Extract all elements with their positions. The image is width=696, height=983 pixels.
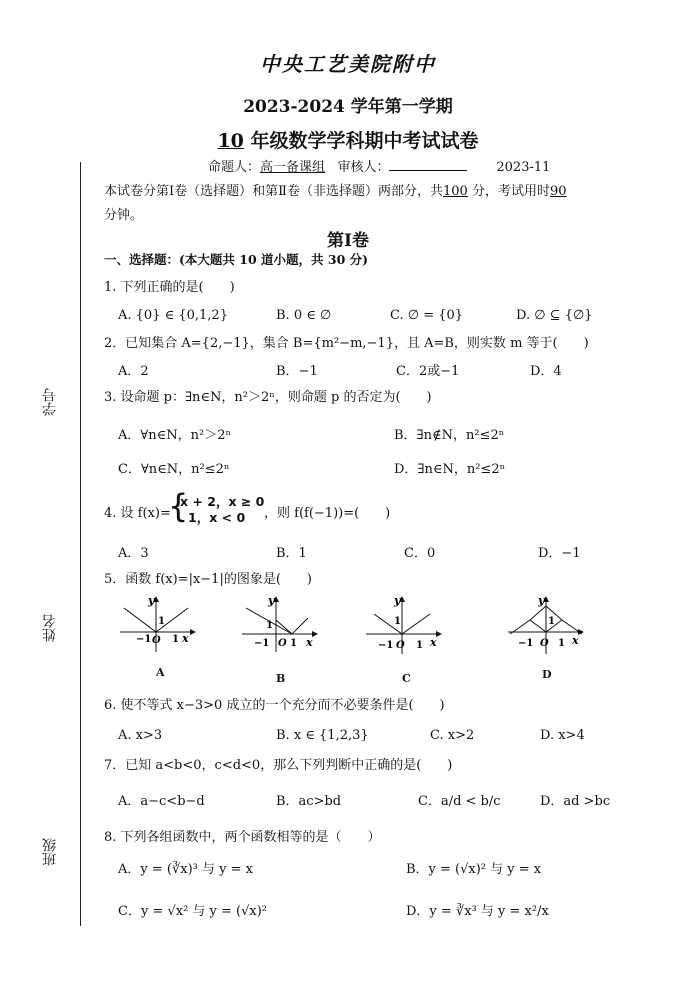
graph-a-1: 1 — [158, 616, 165, 627]
graph-b-1: 1 — [266, 620, 273, 631]
exam-title — [0, 126, 696, 153]
q1-stem: 1. 下列正确的是( ) — [104, 280, 235, 295]
setter-label: 命题人： — [208, 160, 261, 175]
graph-c — [364, 594, 444, 656]
graph-b-o: O — [278, 638, 287, 649]
q6-stem: 6. 使不等式 x−3>0 成立的一个充分而不必要条件是( ) — [104, 698, 445, 713]
name-label: 姓名 — [42, 614, 58, 642]
q8-option-c: C．y = √x² 与 y = (√x)² — [118, 904, 268, 919]
q3-option-a: A．∀n∈N，n²＞2ⁿ — [118, 428, 232, 443]
q2-option-a: A．2 — [118, 364, 149, 379]
graph-d — [506, 594, 586, 656]
q4-stem-b: ，则 f(f(−1))=( ) — [264, 506, 391, 521]
q2-option-c: C．2或−1 — [396, 364, 460, 379]
q3-stem: 3. 设命题 p：∃n∈N，n²＞2ⁿ，则命题 p 的否定为( ) — [104, 390, 432, 405]
q8-stem: 8. 下列各组函数中，两个函数相等的是（ ） — [104, 830, 381, 845]
graph-d-label: D — [542, 668, 552, 681]
section-title: 第Ⅰ卷 — [327, 231, 369, 251]
q3-option-b: B．∃n∉N，n²≤2ⁿ — [394, 428, 505, 443]
q1-option-b: B. 0 ∈ ∅ — [276, 308, 332, 323]
q3-option-d: D．∃n∈N，n²≤2ⁿ — [394, 462, 506, 477]
graph-a-one: 1 — [172, 634, 179, 645]
q7-option-b: B．ac>bd — [276, 794, 342, 809]
graph-b-x: x — [306, 636, 313, 649]
q2-option-b: B．−1 — [276, 364, 318, 379]
graph-b-label: B — [276, 672, 286, 685]
part-heading: 一、选择题：(本大题共 10 道小题，共 30 分) — [104, 252, 369, 267]
graph-c-label: C — [402, 672, 411, 685]
q7-option-c: C．a/d < b/c — [418, 794, 501, 809]
graph-a-label: A — [156, 666, 165, 679]
graph-a-x: x — [182, 632, 189, 645]
q4-option-d: D．−1 — [538, 546, 581, 561]
graph-a-o: O — [152, 635, 161, 646]
brace-icon: { — [168, 487, 189, 525]
school-year: 2023-2024 学年第一学期 — [243, 97, 453, 117]
reviewer-label: 审核人： — [337, 160, 390, 175]
intro-line-1 — [104, 180, 567, 199]
q8-option-d: D．y = ∛x³ 与 y = x²/x — [406, 904, 549, 919]
q7-stem: 7．已知 a<b<0，c<d<0，那么下列判断中正确的是( ) — [104, 758, 453, 773]
graph-b — [240, 594, 320, 654]
graph-d-o: O — [540, 638, 549, 649]
graph-d-y: y — [538, 594, 545, 607]
graph-d-neg1: −1 — [518, 638, 534, 649]
grade-number: 10 — [217, 130, 244, 152]
q1-option-c: C. ∅ = {0} — [390, 308, 464, 323]
q4-piece-2: 1，x < 0 — [188, 510, 246, 525]
exam-time: 90 — [549, 184, 567, 199]
q4-option-b: B．1 — [276, 546, 307, 561]
q1-option-a: A. {0} ∈ {0,1,2} — [118, 308, 228, 323]
q2-stem: 2．已知集合 A={2,−1}，集合 B={m²−m,−1}，且 A=B，则实数 m 等于( ) — [104, 336, 589, 351]
intro-text: 本试卷分第Ⅰ卷（选择题）和第Ⅱ卷（非选择题）两部分，共 — [104, 184, 443, 199]
reviewer-blank — [389, 158, 467, 171]
q2-option-d: D．4 — [530, 364, 562, 379]
q6-option-c: C. x>2 — [430, 728, 475, 743]
exam-meta — [208, 156, 550, 175]
graph-b-neg1: −1 — [254, 638, 270, 649]
q7-option-d: D．ad >bc — [540, 794, 611, 809]
graph-a-y: y — [148, 594, 155, 607]
graph-d-x: x — [572, 634, 579, 647]
exam-title-rest: 年级数学学科期中考试试卷 — [243, 130, 479, 152]
setter: 高一备课组 — [260, 160, 326, 175]
graph-c-x: x — [430, 636, 437, 649]
q6-option-a: A. x>3 — [118, 728, 163, 743]
exam-date: 2023-11 — [496, 160, 551, 175]
graph-c-neg1: −1 — [378, 640, 394, 651]
binding-line — [80, 162, 81, 926]
q4-stem — [104, 502, 171, 521]
q6-option-b: B. x ∈ {1,2,3} — [276, 728, 369, 743]
graph-c-one: 1 — [416, 640, 423, 651]
graph-b-y: y — [268, 594, 275, 607]
graph-d-one: 1 — [558, 638, 565, 649]
q8-option-b: B．y = (√x)² 与 y = x — [406, 862, 542, 877]
q4-stem-a: 4. 设 f(x)= — [104, 506, 171, 521]
q1-option-d: D. ∅ ⊆ {∅} — [516, 308, 593, 323]
graph-c-1: 1 — [394, 616, 401, 627]
intro-line-2: 分钟。 — [104, 208, 144, 223]
student-no-label: 学号 — [42, 388, 58, 416]
q5-stem: 5．函数 f(x)=|x−1|的图象是( ) — [104, 572, 312, 587]
q4-option-a: A．3 — [118, 546, 149, 561]
q3-option-c: C．∀n∈N，n²≤2ⁿ — [118, 462, 230, 477]
total-score: 100 — [442, 184, 468, 199]
q7-option-a: A．a−c<b−d — [118, 794, 205, 809]
graph-a-neg1: −1 — [136, 634, 152, 645]
graph-c-y: y — [394, 594, 401, 607]
q4-option-c: C．0 — [404, 546, 436, 561]
q8-option-a: A．y = (∛x)³ 与 y = x — [118, 862, 253, 877]
q6-option-d: D. x>4 — [540, 728, 585, 743]
graph-c-o: O — [396, 640, 405, 651]
graph-d-1: 1 — [548, 616, 555, 627]
school-name: 中央工艺美院附中 — [260, 52, 436, 76]
graph-b-one: 1 — [290, 638, 297, 649]
class-label: 班级 — [42, 838, 58, 866]
q4-piece-1: x + 2，x ≥ 0 — [180, 494, 265, 509]
intro-text-b: 分，考试用时 — [471, 184, 550, 199]
graph-a — [118, 594, 198, 654]
